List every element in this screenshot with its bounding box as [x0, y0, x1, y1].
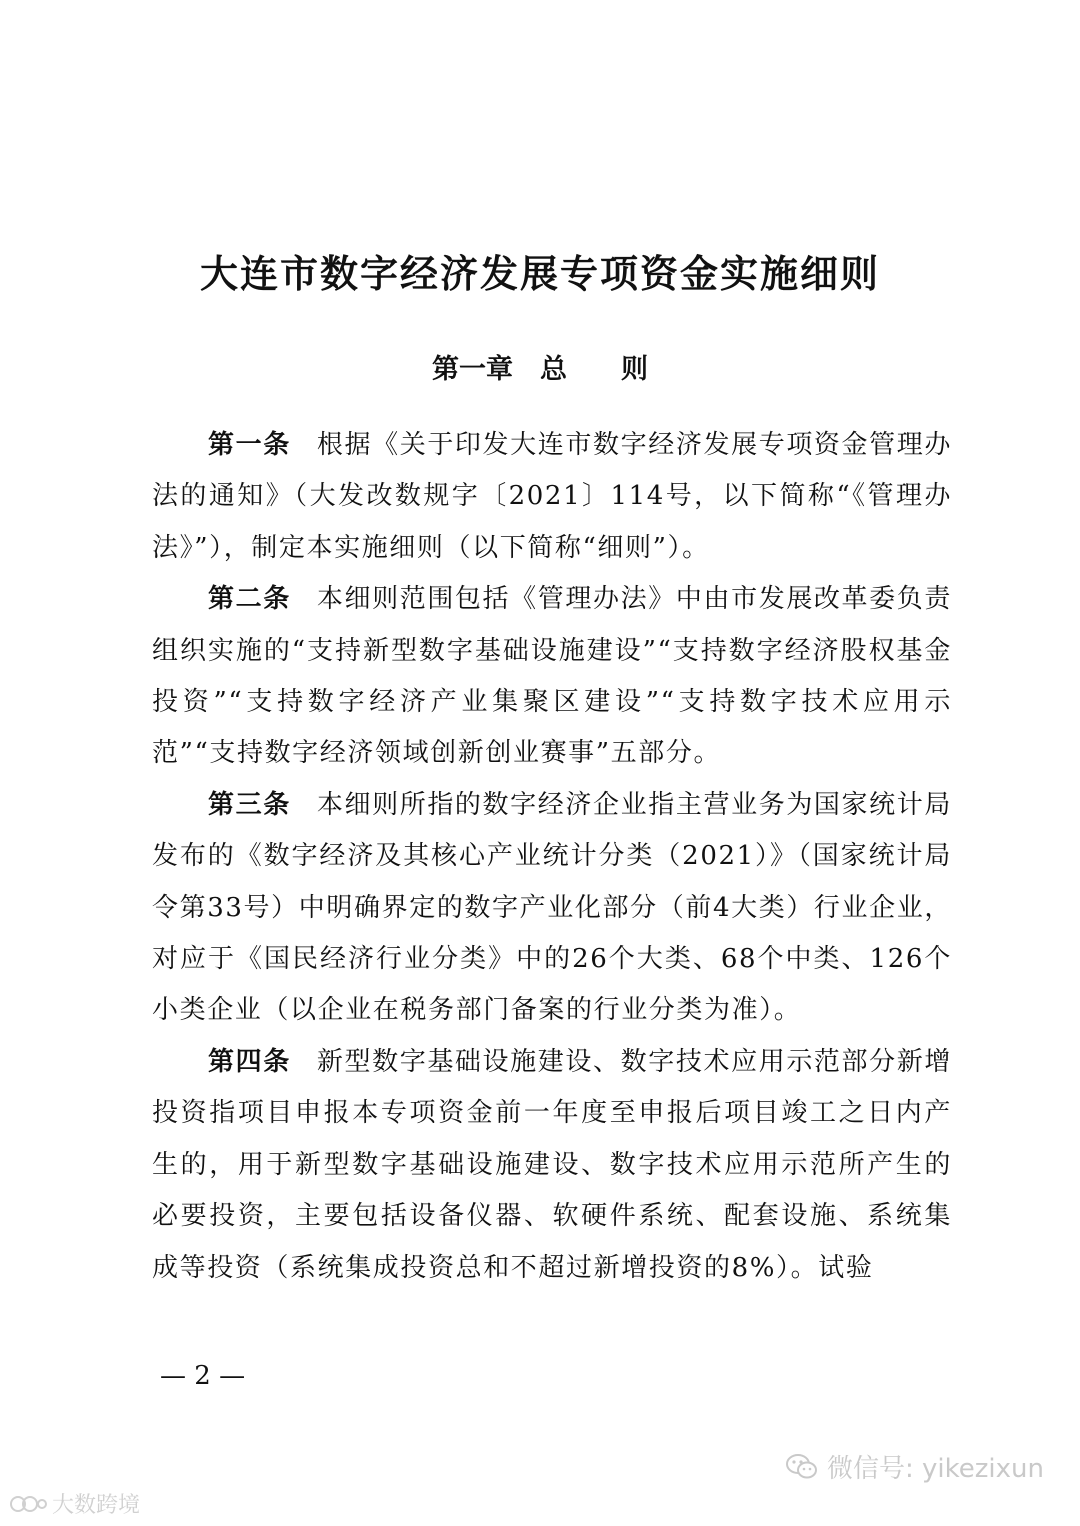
document-body	[152, 420, 952, 1294]
article-2	[152, 574, 952, 780]
weibo-icon	[8, 1492, 48, 1516]
article-4	[152, 1037, 952, 1294]
document-title: 大连市数字经济发展专项资金实施细则	[199, 252, 880, 296]
wechat-id-text: 微信号: yikezixun	[827, 1454, 1044, 1484]
article-label: 第四条	[208, 1046, 291, 1077]
page-number: — 2 —	[160, 1361, 246, 1391]
article-text: 新型数字基础设施建设、数字技术应用示范部分新增投资指项目申报本专项资金前一年度至申报后项目竣工之日内产生的，用于新型数字基础设施建设、数字技术应用示范所产生的必要投资，主要包括设备仪器、软硬件系统、配套设施、系统集成等投资（系统集成投资总和不超过新增投资的8%）。试验	[152, 1046, 952, 1283]
wechat-watermark	[785, 1448, 1044, 1485]
article-label: 第二条	[208, 584, 291, 615]
article-3	[152, 780, 952, 1037]
corner-watermark-text: 大数跨境	[52, 1493, 141, 1518]
corner-watermark	[8, 1488, 140, 1519]
wechat-icon	[785, 1452, 819, 1482]
article-text: 本细则所指的数字经济企业指主营业务为国家统计局发布的《数字经济及其核心产业统计分类（2021）》（国家统计局令第33号）中明确界定的数字产业化部分（前4大类）行业企业，对应于《国民经济行业分类》中的26个大类、68个中类、126个小类企业（以企业在税务部门备案的行业分类为准）。	[152, 789, 952, 1026]
article-text: 本细则范围包括《管理办法》中由市发展改革委负责组织实施的“支持新型数字基础设施建设”“支持数字经济股权基金投资”“支持数字经济产业集聚区建设”“支持数字技术应用示范”“支持数字经济领域创新创业赛事”五部分。	[152, 584, 952, 769]
article-1	[152, 420, 952, 574]
article-text: 根据《关于印发大连市数字经济发展专项资金管理办法的通知》（大发改数规字〔2021〕114号，以下简称“《管理办法》”），制定本实施细则（以下简称“细则”）。	[152, 430, 952, 563]
article-label: 第一条	[208, 430, 291, 460]
article-label: 第三条	[208, 789, 291, 820]
chapter-heading: 第一章 总 则	[432, 354, 648, 385]
